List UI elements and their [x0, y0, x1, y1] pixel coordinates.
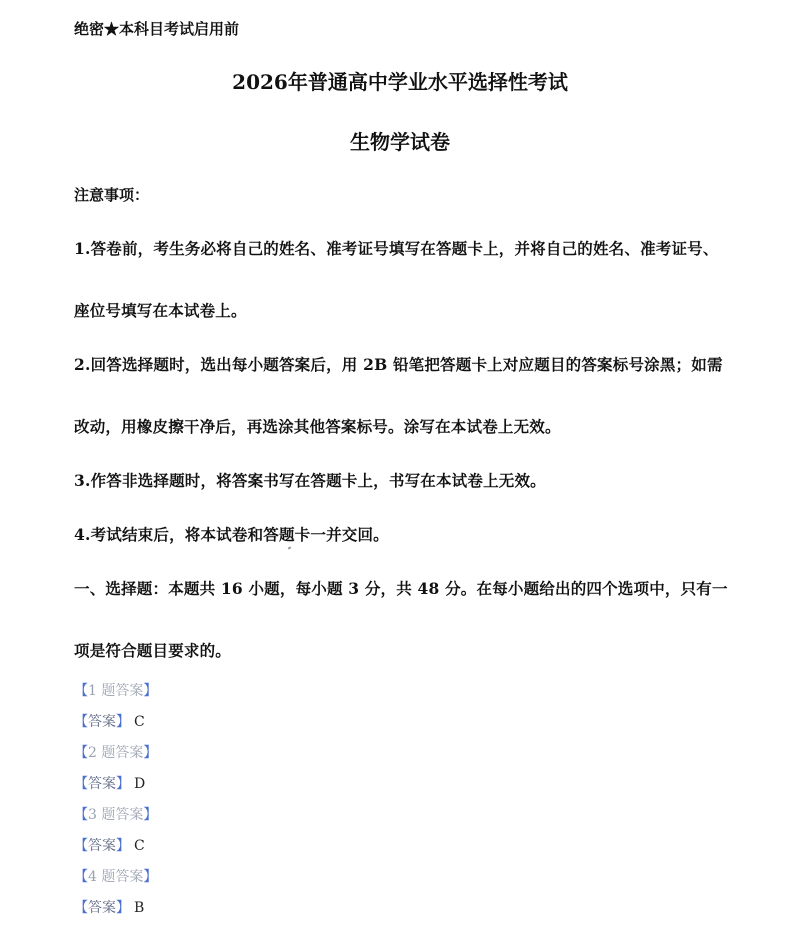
section-heading-line-1: 一、选择题：本题共 16 小题，每小题 3 分，共 48 分。在每小题给出的四个选项中，只有一 [74, 579, 728, 598]
answer-line: 【答案】 D [74, 776, 146, 792]
answer-line: 【答案】 C [74, 838, 145, 854]
scan-speck [288, 546, 292, 549]
notice-item-1-line-2: 座位号填写在本试卷上。 [74, 301, 247, 320]
notice-heading: 注意事项： [74, 186, 150, 204]
exam-title: 2026年普通高中学业水平选择性考试 [232, 70, 568, 94]
section-heading-line-2: 项是符合题目要求的。 [74, 641, 232, 660]
notice-item-2-line-2: 改动，用橡皮擦干净后，再选涂其他答案标号。涂写在本试卷上无效。 [74, 417, 561, 436]
question-number-label: 1 题答案 [88, 683, 144, 699]
answer-line: 【答案】 C [74, 714, 145, 730]
question-answer-label: 【4 题答案】 [74, 869, 158, 885]
question-number-label: 3 题答案 [88, 807, 144, 823]
exam-subject: 生物学试卷 [350, 130, 450, 154]
notice-item-4: 4.考试结束后，将本试卷和答题卡一并交回。 [74, 525, 389, 544]
question-answer-label: 【3 题答案】 [74, 807, 158, 823]
question-number-label: 2 题答案 [88, 745, 144, 761]
answer-value: B [134, 900, 145, 916]
answer-line: 【答案】 B [74, 900, 145, 916]
question-answer-label: 【1 题答案】 [74, 683, 158, 699]
answer-value: C [134, 714, 145, 730]
confidential-mark: 绝密★本科目考试启用前 [74, 20, 240, 38]
answer-label: 答案 [88, 900, 116, 916]
answer-label: 答案 [88, 838, 116, 854]
answer-value: D [134, 776, 146, 792]
answer-list [74, 680, 474, 928]
notice-item-3: 3.作答非选择题时，将答案书写在答题卡上，书写在本试卷上无效。 [74, 471, 546, 490]
notice-item-1-line-1: 1.答卷前，考生务必将自己的姓名、准考证号填写在答题卡上，并将自己的姓名、准考证号、 [74, 239, 719, 258]
answer-label: 答案 [88, 714, 116, 730]
answer-label: 答案 [88, 776, 116, 792]
question-answer-label: 【2 题答案】 [74, 745, 158, 761]
answer-value: C [134, 838, 145, 854]
notice-item-2-line-1: 2.回答选择题时，选出每小题答案后，用 2B 铅笔把答题卡上对应题目的答案标号涂黑；如需 [74, 355, 723, 374]
question-number-label: 4 题答案 [88, 869, 144, 885]
